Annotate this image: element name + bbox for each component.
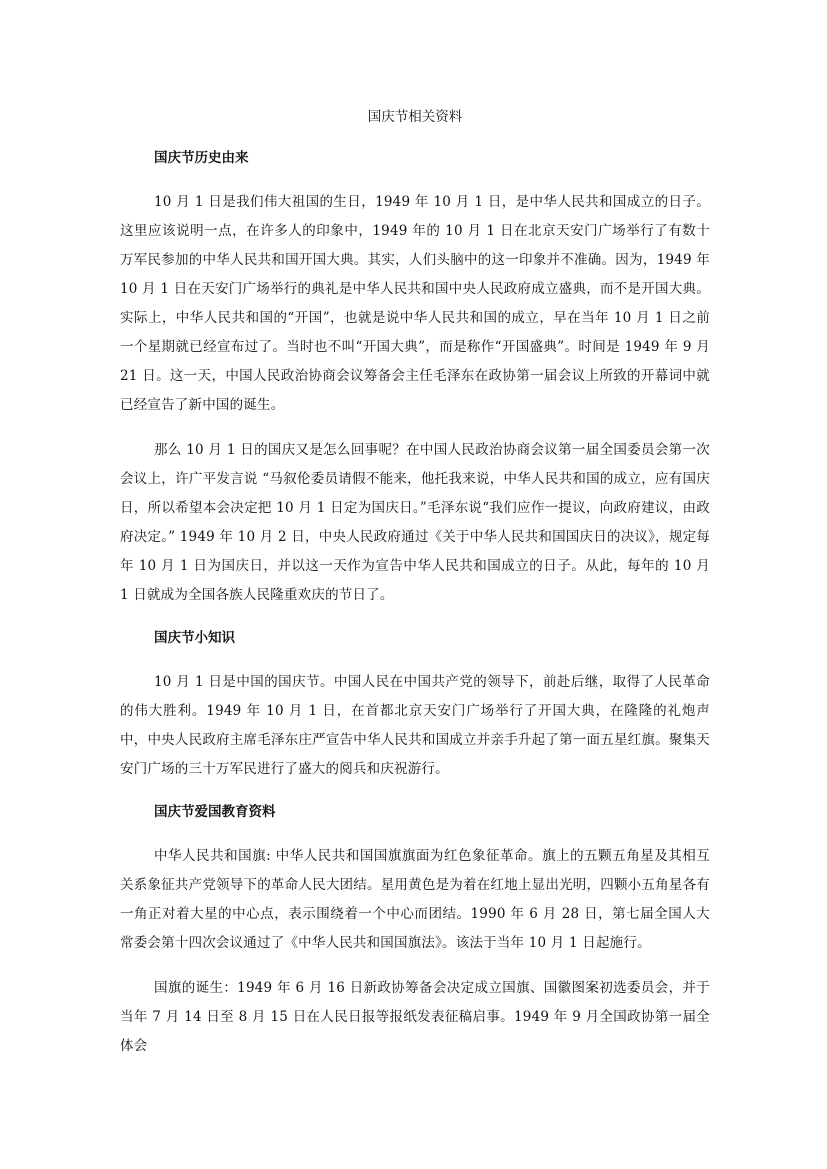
section-heading-history: 国庆节历史由来 [154,150,249,166]
paragraph-knowledge-1: 10 月 1 日是中国的国庆节。中国人民在中国共产党的领导下，前赴后继，取得了人民革命的伟大胜利。1949 年 10 月 1 日，在首都北京天安门广场举行了开国大典，在隆隆的礼炮声中，中央人民政府主席毛泽东庄严宣告中华人民共和国成立并亲手升起了第一面五星红旗。聚集天安门广场的三十万军民进行了盛大的阅兵和庆祝游行。 [120,674,710,777]
paragraph-history-1: 10 月 1 日是我们伟大祖国的生日，1949 年 10 月 1 日，是中华人民共和国成立的日子。这里应该说明一点，在许多人的印象中，1949 年的 10 月 1 日在北京天安门广场举行了有数十万军民参加的中华人民共和国开国大典。其实，人们头脑中的这一印象并不准确。因为，1949 年 10 月 1 日在天安门广场举行的典礼是中华人民共和国中央人民政府成立盛典，而不是开国大典。实际上，中华人民共和国的“开国”，也就是说中华人民共和国的成立，早在当年 10 月 1 日之前一个星期就已经宣布过了。当时也不叫“开国大典”，而是称作“开国盛典”。时间是 1949 年 9 月 21 日。这一天，中国人民政治协商会议筹备会主任毛泽东在政协第一届会议上所致的开幕词中就已经宣告了新中国的诞生。 [120,194,710,413]
section-heading-patriotic-education: 国庆节爱国教育资料 [154,804,276,820]
section-heading-knowledge: 国庆节小知识 [154,630,235,646]
page-title: 国庆节相关资料 [367,109,463,125]
document-body [120,104,710,1077]
paragraph-flag-birth: 国旗的诞生：1949 年 6 月 16 日新政协筹备会决定成立国旗、国徽图案初选委员会，并于当年 7 月 14 日至 8 月 15 日在人民日报等报纸发表征稿启事。1949 年 9 月全国政协第一届全体会 [120,980,710,1054]
paragraph-flag-description: 中华人民共和国旗: 中华人民共和国国旗旗面为红色象征革命。旗上的五颗五角星及其相互关系象征共产党领导下的革命人民大团结。星用黄色是为着在红地上显出光明，四颗小五角星各有一角正对着大星的中心点，表示围绕着一个中心而团结。1990 年 6 月 28 日，第七届全国人大常委会第十四次会议通过了《中华人民共和国国旗法》。该法于当年 10 月 1 日起施行。 [120,848,710,951]
paragraph-history-2: 那么 10 月 1 日的国庆又是怎么回事呢？在中国人民政治协商会议第一届全国委员会第一次会议上，许广平发言说 “马叙伦委员请假不能来，他托我来说，中华人民共和国的成立，应有国庆日，所以希望本会决定把 10 月 1 日定为国庆日。”毛泽东说“我们应作一提议，向政府建议，由政府决定。” 1949 年 10 月 2 日，中央人民政府通过《关于中华人民共和国国庆日的决议》，规定每年 10 月 1 日为国庆日，并以这一天作为宣告中华人民共和国成立的日子。从此，每年的 10 月 1 日就成为全国各族人民隆重欢庆的节日了。 [120,442,710,603]
